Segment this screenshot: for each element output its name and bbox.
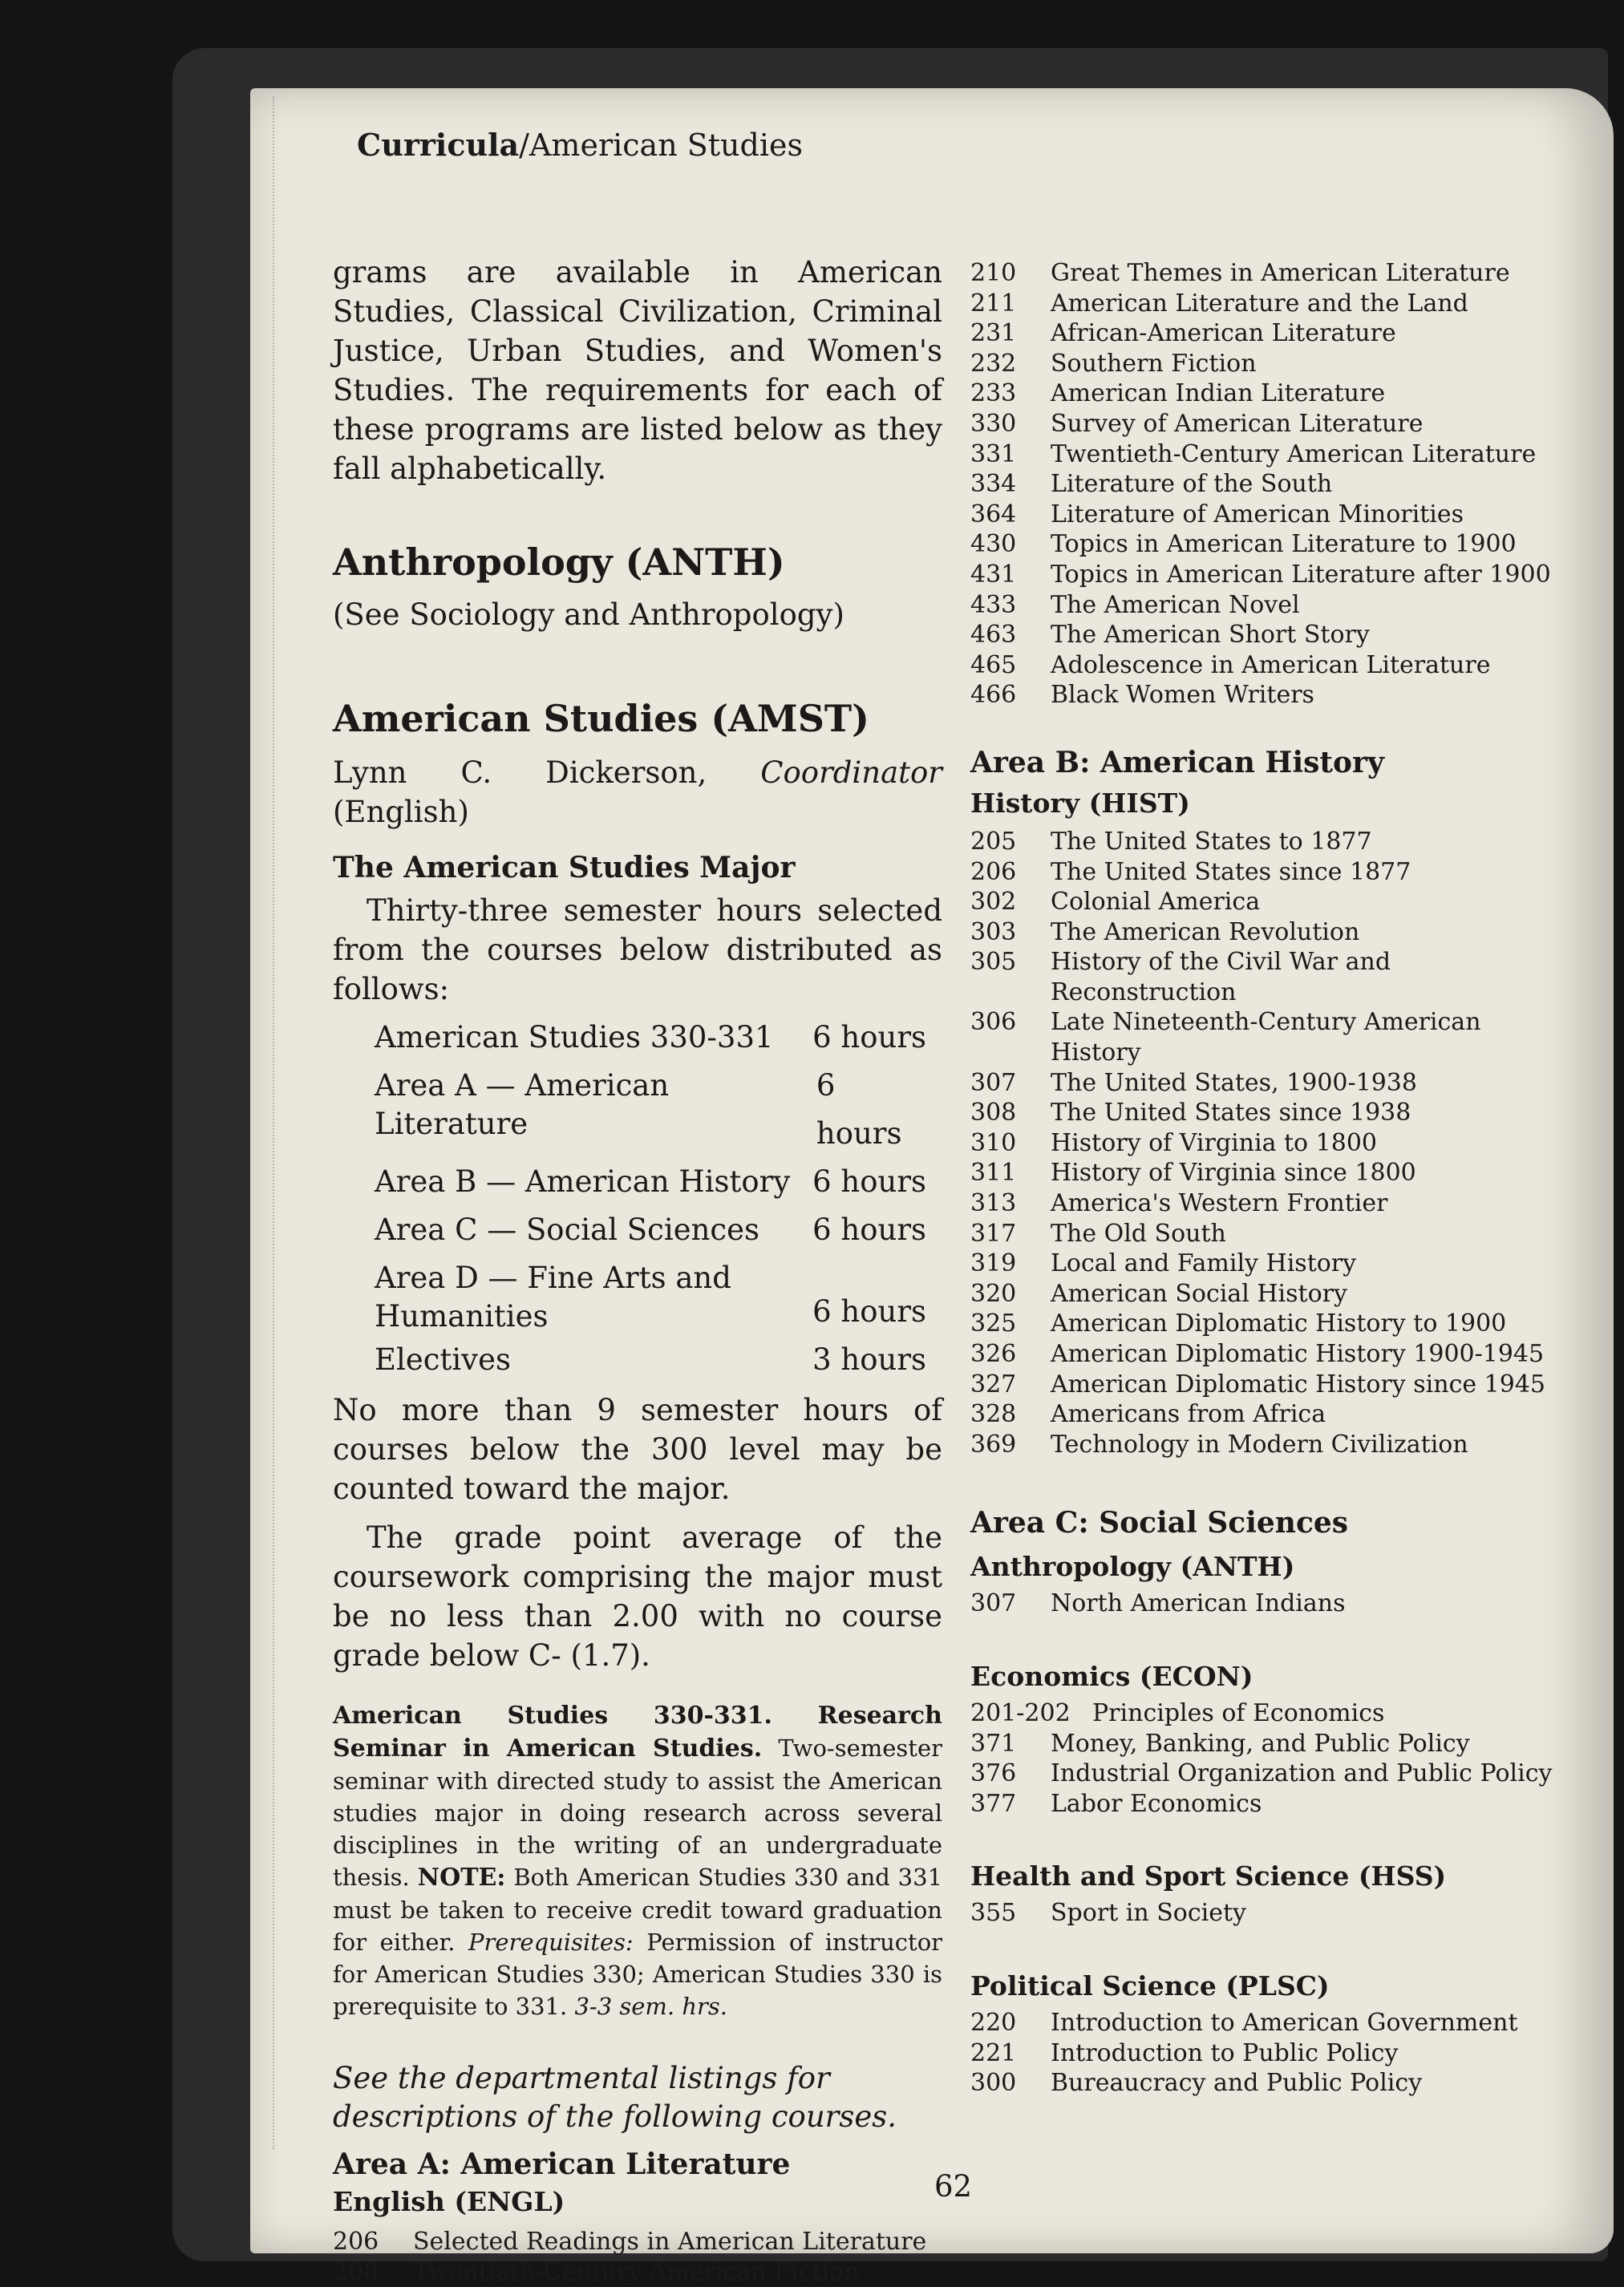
distribution-row: [333, 1014, 942, 1062]
course-row: [970, 1128, 1564, 1159]
course-row: [970, 620, 1564, 650]
course-title: Introduction to American Government: [1051, 2008, 1518, 2037]
anthropology-note: (See Sociology and Anthropology): [333, 597, 844, 632]
course-row: [970, 409, 1564, 439]
course-title: American Literature and the Land: [1051, 289, 1468, 318]
course-row: [970, 349, 1564, 379]
page-edges: [273, 96, 310, 2149]
distribution-row: [333, 1254, 942, 1336]
course-number: 232: [970, 349, 1017, 378]
course-row: [970, 1789, 1564, 1819]
distribution-hours: 6 hours: [812, 1020, 926, 1054]
course-title: Technology in Modern Civilization: [1051, 1430, 1468, 1459]
course-number: 433: [970, 590, 1017, 619]
distribution-hours: 6 hours: [812, 1164, 926, 1199]
distribution-label: Area B — American History: [375, 1164, 791, 1199]
course-number: 220: [970, 2008, 1017, 2037]
seminar-prereq: Permission of instructor for American Studies 330; American Studies 330 is prerequisite to 331.: [333, 1929, 943, 2020]
area-c-econ-dept: Economics (ECON): [970, 1660, 1253, 1692]
distribution-label: American Studies 330-331: [375, 1020, 774, 1054]
course-row: [970, 827, 1564, 857]
course-title: The United States to 1877: [1051, 827, 1372, 856]
amst-coordinator: [333, 753, 942, 832]
course-number: 431: [970, 560, 1017, 589]
running-head: [357, 127, 803, 163]
major-heading: The American Studies Major: [333, 851, 796, 884]
course-title: Survey of American Literature: [1051, 409, 1424, 438]
course-row: [970, 590, 1564, 621]
course-number: 320: [970, 1279, 1017, 1308]
area-a-heading: Area A: American Literature: [333, 2147, 791, 2181]
seminar-prereq-label: Prerequisites:: [468, 1929, 634, 1956]
distribution-label: Area D — Fine Arts and Humanities: [375, 1261, 731, 1334]
course-title: American Indian Literature: [1051, 379, 1386, 408]
course-number: 313: [970, 1189, 1017, 1218]
course-title: Topics in American Literature to 1900: [1051, 530, 1517, 559]
course-title: Topics in American Literature after 1900: [1051, 560, 1551, 589]
course-number: 331: [970, 439, 1017, 468]
area-b-course-list: [970, 827, 1564, 1459]
course-row: [970, 1339, 1564, 1370]
course-number: 328: [970, 1400, 1017, 1429]
distribution-row: [333, 1206, 942, 1254]
course-row: [970, 857, 1564, 888]
course-number: 369: [970, 1430, 1017, 1459]
course-row: [970, 439, 1564, 470]
course-row: [970, 1188, 1564, 1219]
course-title: Adolescence in American Literature: [1051, 650, 1491, 679]
area-c-hss-course-list: [970, 1898, 1564, 1929]
see-departmental-note: See the departmental listings for descriptions of the following courses.: [333, 2061, 897, 2134]
seminar-desc: Two-semester seminar with directed study to assist the American studies major in doing research across several disciplines in the writing of an undergraduate thesis.: [333, 1734, 942, 1891]
major-note-gpa: The grade point average of the coursework comprising the major must be no less than 2.00 with no course grade below C- (1.7).: [333, 1520, 942, 1673]
distribution-table: [333, 1014, 942, 1384]
left-column: [333, 253, 942, 2287]
seminar-note-label: NOTE:: [417, 1864, 506, 1892]
course-row: [970, 1098, 1564, 1128]
course-number: 302: [970, 888, 1017, 917]
course-title: History of the Civil War and Reconstruction: [1051, 948, 1391, 1006]
course-title: American Diplomatic History to 1900: [1051, 1309, 1507, 1338]
amst-heading: American Studies (AMST): [333, 697, 869, 740]
course-title: Principles of Economics: [1092, 1698, 1385, 1727]
distribution-hours: 6 hours: [816, 1068, 902, 1151]
course-row: [970, 1399, 1564, 1430]
course-title: African-American Literature: [1051, 319, 1396, 348]
course-row: [970, 318, 1564, 349]
anthropology-heading: Anthropology (ANTH): [333, 540, 785, 584]
area-c-hss-dept: Health and Sport Science (HSS): [970, 1860, 1447, 1892]
course-title: Local and Family History: [1051, 1249, 1357, 1278]
course-row: [970, 469, 1564, 500]
course-number: 364: [970, 500, 1017, 528]
course-number: 326: [970, 1340, 1017, 1368]
course-title: Twentieth-Century American Literature: [1051, 439, 1537, 468]
course-row: [970, 1729, 1564, 1759]
course-number: 465: [970, 650, 1017, 679]
running-head-section: Curricula: [357, 127, 520, 163]
distribution-row: [333, 1158, 942, 1206]
course-number: 308: [970, 1099, 1017, 1127]
course-row: [970, 917, 1564, 948]
course-number: 317: [970, 1219, 1017, 1248]
course-row: [970, 1898, 1564, 1929]
course-number: 306: [970, 1008, 1017, 1037]
right-column: [970, 258, 1564, 2099]
course-row: [970, 258, 1564, 289]
course-row: [970, 1279, 1564, 1309]
seminar-note: Both American Studies 330 and 331 must be taken to receive credit toward graduation for either.: [333, 1864, 943, 1956]
course-title: Introduction to Public Policy: [1051, 2038, 1399, 2067]
intro-paragraph: grams are available in American Studies, Classical Civilization, Criminal Justice, Urban Studies, and Women's Studies. The requirements for each of these programs are listed below as they fall alphabetically.: [333, 255, 942, 486]
distribution-hours: 3 hours: [812, 1342, 926, 1377]
course-row: [970, 1158, 1564, 1188]
course-number: 233: [970, 379, 1017, 408]
course-row: [333, 2227, 942, 2257]
course-number: 305: [970, 948, 1017, 977]
course-number: 307: [970, 1068, 1017, 1097]
major-note-300-level: No more than 9 semester hours of courses below the 300 level may be counted toward the major.: [333, 1393, 942, 1506]
page-number: 62: [934, 2169, 973, 2204]
area-a-dept: English (ENGL): [333, 2186, 565, 2217]
area-b-heading: Area B: American History: [970, 745, 1384, 779]
course-title: Bureaucracy and Public Policy: [1051, 2069, 1423, 2098]
course-row: [970, 650, 1564, 681]
running-head-subsection: /American Studies: [519, 128, 803, 163]
course-row: [970, 1430, 1564, 1460]
course-number: 463: [970, 621, 1017, 650]
course-title: American Diplomatic History 1900-1945: [1051, 1340, 1545, 1368]
course-title: Southern Fiction: [1051, 349, 1257, 378]
course-title: American Diplomatic History since 1945: [1051, 1370, 1546, 1399]
course-number: 325: [970, 1309, 1017, 1338]
course-number: 355: [970, 1899, 1017, 1928]
seminar-description: [333, 1699, 942, 2022]
course-title: The American Short Story: [1051, 621, 1370, 650]
course-number: 221: [970, 2038, 1017, 2067]
distribution-label: Area C — Social Sciences: [375, 1212, 760, 1247]
course-row: [970, 887, 1564, 917]
course-number: 231: [970, 319, 1017, 348]
course-row: [970, 1219, 1564, 1249]
course-number: 208: [333, 2257, 379, 2286]
distribution-label: Electives: [375, 1342, 511, 1377]
course-row: [970, 1370, 1564, 1400]
course-title: The United States since 1877: [1051, 857, 1411, 886]
area-c-heading: Area C: Social Sciences: [970, 1506, 1349, 1540]
course-title: Literature of the South: [1051, 470, 1333, 499]
course-row: [970, 560, 1564, 590]
course-number: 210: [970, 259, 1017, 287]
area-a-course-list-left: [333, 2227, 942, 2287]
course-number: 377: [970, 1789, 1017, 1818]
course-title: Money, Banking, and Public Policy: [1051, 1729, 1470, 1758]
course-title: American Social History: [1051, 1279, 1347, 1308]
course-row: [970, 2068, 1564, 2099]
course-title: Colonial America: [1051, 888, 1261, 917]
course-title: America's Western Frontier: [1051, 1189, 1388, 1218]
distribution-hours: 6 hours: [812, 1212, 926, 1247]
course-number: 300: [970, 2069, 1017, 2098]
course-row: [970, 947, 1564, 1007]
area-b-dept: History (HIST): [970, 787, 1190, 819]
course-row: [970, 2038, 1564, 2069]
course-number: 211: [970, 289, 1017, 318]
course-title: The United States, 1900-1938: [1051, 1068, 1417, 1097]
area-c-plsc-course-list: [970, 2008, 1564, 2099]
distribution-row: [333, 1336, 942, 1384]
course-row: [970, 1698, 1564, 1729]
course-title: History of Virginia since 1800: [1051, 1159, 1416, 1188]
course-row: [970, 378, 1564, 409]
course-row: [970, 680, 1564, 710]
course-number: 327: [970, 1370, 1017, 1399]
area-c-anth-dept: Anthropology (ANTH): [970, 1551, 1295, 1583]
course-title: Late Nineteenth-Century American History: [1051, 1008, 1481, 1067]
course-number: 466: [970, 681, 1017, 710]
course-number: 307: [970, 1589, 1017, 1618]
course-number: 430: [970, 530, 1017, 559]
course-row: [970, 1068, 1564, 1099]
course-number: 201-202: [970, 1698, 1071, 1727]
course-number: 310: [970, 1128, 1017, 1157]
course-number: 371: [970, 1729, 1017, 1758]
course-number: 205: [970, 827, 1017, 856]
course-row: [333, 2257, 942, 2287]
course-title: Sport in Society: [1051, 1899, 1246, 1928]
area-c-plsc-dept: Political Science (PLSC): [970, 1969, 1330, 2002]
seminar-title: American Studies 330-331. Research Seminar in American Studies.: [333, 1702, 942, 1763]
course-title: Black Women Writers: [1051, 681, 1314, 710]
course-row: [970, 2008, 1564, 2038]
course-title: Literature of American Minorities: [1051, 500, 1464, 528]
course-title: Americans from Africa: [1051, 1400, 1326, 1429]
course-title: North American Indians: [1051, 1589, 1346, 1618]
course-row: [970, 1759, 1564, 1789]
course-title: The American Revolution: [1051, 917, 1360, 946]
course-row: [970, 1007, 1564, 1067]
course-number: 206: [970, 857, 1017, 886]
course-title: Industrial Organization and Public Policy: [1051, 1759, 1553, 1788]
area-a-course-list-right: [970, 258, 1564, 710]
distribution-row: [333, 1062, 942, 1158]
area-c-anth-course-list: [970, 1589, 1564, 1619]
course-title: History of Virginia to 1800: [1051, 1128, 1378, 1157]
course-title: The Old South: [1051, 1219, 1226, 1248]
course-number: 334: [970, 470, 1017, 499]
course-number: 376: [970, 1759, 1017, 1788]
course-title: Great Themes in American Literature: [1051, 259, 1510, 287]
course-number: 206: [333, 2228, 379, 2256]
coordinator-title: Coordinator: [760, 755, 942, 790]
course-number: 330: [970, 409, 1017, 438]
course-title: The United States since 1938: [1051, 1099, 1411, 1127]
distribution-hours: 6 hours: [812, 1294, 926, 1329]
course-row: [970, 1589, 1564, 1619]
area-c-econ-course-list: [970, 1698, 1564, 1819]
distribution-label: Area A — American Literature: [375, 1068, 670, 1141]
course-row: [970, 1249, 1564, 1279]
course-title: Twentieth-Century American Fiction: [413, 2257, 860, 2286]
course-title: Selected Readings in American Literature: [413, 2228, 927, 2256]
course-row: [970, 1309, 1564, 1339]
course-title: Labor Economics: [1051, 1789, 1262, 1818]
course-row: [970, 529, 1564, 560]
course-number: 319: [970, 1249, 1017, 1278]
coordinator-name: Lynn C. Dickerson,: [333, 755, 707, 790]
seminar-hours: 3-3 sem. hrs.: [574, 1993, 727, 2020]
course-title: The American Novel: [1051, 590, 1300, 619]
major-intro: Thirty-three semester hours selected from the courses below distributed as follows:: [333, 893, 942, 1006]
course-row: [970, 289, 1564, 319]
course-number: 311: [970, 1159, 1017, 1188]
coordinator-dept: (English): [333, 795, 469, 829]
course-number: 303: [970, 917, 1017, 946]
course-row: [970, 500, 1564, 530]
